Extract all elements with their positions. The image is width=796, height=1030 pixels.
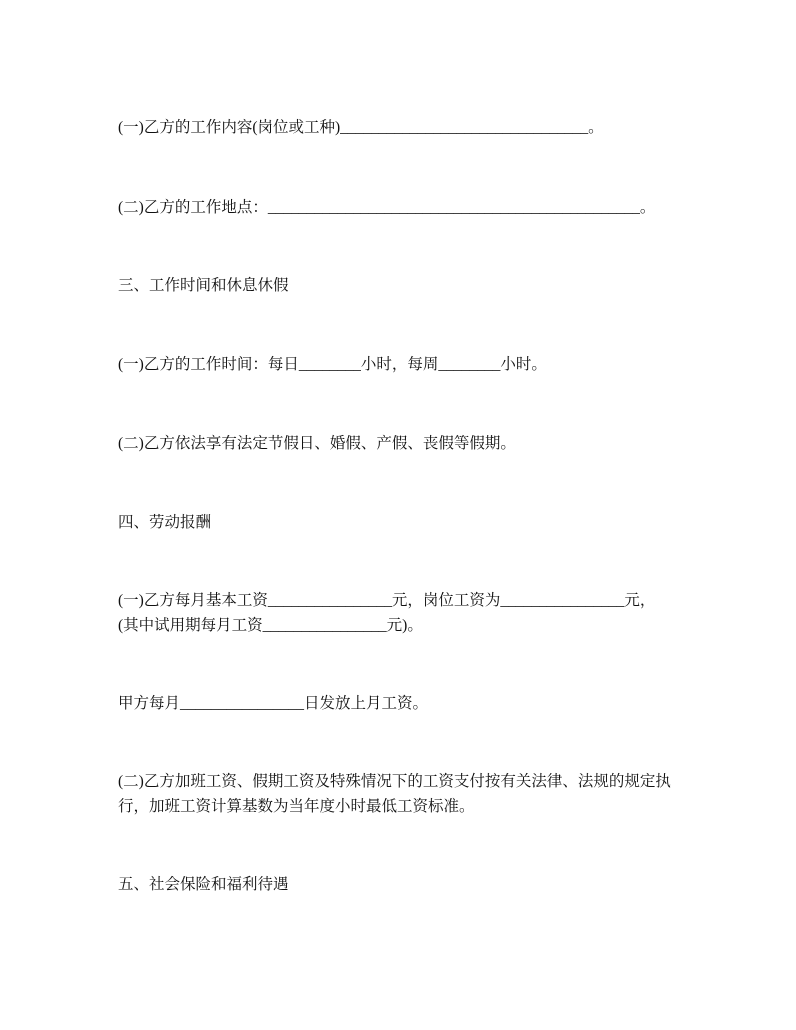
clause-text-line-1: (二)乙方加班工资、假期工资及特殊情况下的工资支付按有关法律、法规的规定执 [118,773,671,790]
clause-holidays [118,431,718,456]
heading-text: 三、工作时间和休息休假 [118,277,289,294]
clause-payday [118,691,718,716]
section-heading-remuneration [118,510,718,535]
clause-text: (二)乙方的工作地点：________________________________________________。 [118,199,656,216]
clause-text-line-2: 行，加班工资计算基数为当年度小时最低工资标准。 [118,798,475,815]
section-heading-work-time [118,273,718,298]
clause-overtime [118,769,718,819]
clause-work-place [118,195,718,220]
heading-text: 五、社会保险和福利待遇 [118,876,289,893]
clause-text: 甲方每月________________日发放上月工资。 [118,695,429,712]
clause-salary [118,588,718,638]
clause-text-line-1: (一)乙方每月基本工资________________元，岗位工资为________________元， [118,592,656,609]
clause-text: (一)乙方的工作时间：每日________小时，每周________小时。 [118,356,547,373]
section-heading-social-insurance [118,872,718,897]
clause-work-content [118,115,718,140]
clause-work-hours [118,352,718,377]
heading-text: 四、劳动报酬 [118,514,212,531]
clause-text: (一)乙方的工作内容(岗位或工种)________________________________。 [118,119,604,136]
clause-text-line-2: (其中试用期每月工资________________元)。 [118,617,423,634]
clause-text: (二)乙方依法享有法定节假日、婚假、产假、丧假等假期。 [118,435,516,452]
